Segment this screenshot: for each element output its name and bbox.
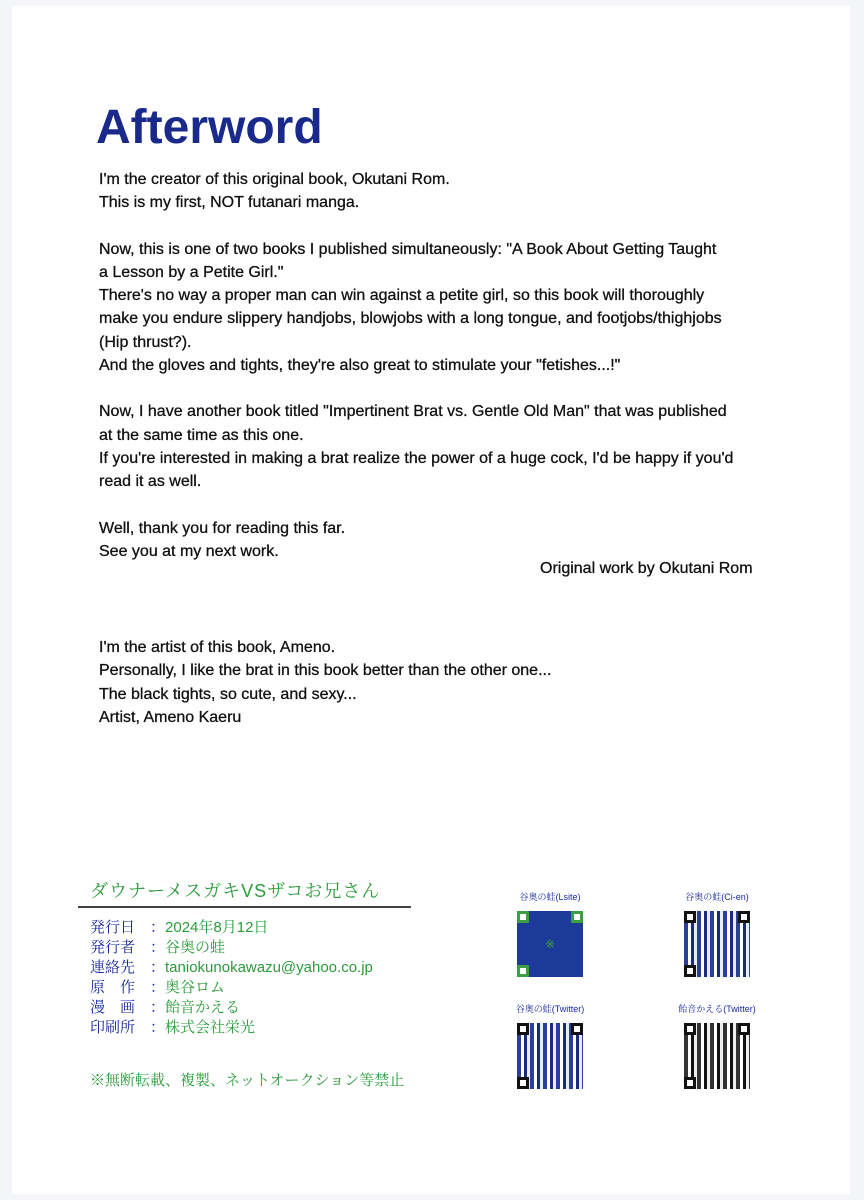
colophon-value: 奥谷ロム (165, 979, 226, 996)
qr-code-icon[interactable] (684, 1023, 750, 1089)
qr-label: 谷奥の蛙(Twitter) (515, 1004, 585, 1014)
creator-signature: Original work by Okutani Rom (540, 560, 753, 577)
text-line: If you're interested in making a brat realize the power of a huge cock, I'd be happy if you'd (99, 449, 734, 467)
creator-message (99, 168, 789, 563)
colophon-row: 印刷所 ： 株式会社栄光 (90, 1019, 256, 1036)
colophon-label: 漫 画 (90, 999, 136, 1016)
colophon-value: 谷奥の蛙 (165, 939, 226, 956)
colophon-label: 連絡先 (90, 959, 136, 976)
text-line: Now, this is one of two books I published simultaneously: "A Book About Getting Taught (99, 240, 717, 258)
qr-label: 谷奥の蛙(Ci-en) (685, 892, 749, 902)
divider (78, 906, 411, 908)
text-line: And the gloves and tights, they're also great to stimulate your "fetishes...!" (99, 357, 621, 375)
colophon-row: 連絡先 ： taniokunokawazu@yahoo.co.jp (90, 959, 373, 976)
qr-code-icon[interactable] (517, 1023, 583, 1089)
page-title: Afterword (96, 101, 323, 154)
colophon-row: 原 作 ： 奥谷ロム (90, 979, 226, 996)
colophon-row: 漫 画 ： 飴音かえる (90, 999, 241, 1016)
text-line: a Lesson by a Petite Girl." (99, 263, 284, 281)
colophon-label: 原 作 (90, 979, 136, 996)
contact-email[interactable]: taniokunokawazu@yahoo.co.jp (165, 959, 373, 976)
text-line: read it as well. (99, 473, 202, 491)
colophon-label: 発行日 (90, 919, 136, 936)
colophon (90, 918, 373, 1038)
qr-code-icon[interactable] (684, 911, 750, 977)
text-line: (Hip thrust?). (99, 333, 192, 351)
artist-message (99, 636, 551, 729)
colophon-value: 飴音かえる (165, 999, 241, 1016)
text-line: make you endure slippery handjobs, blowjobs with a long tongue, and footjobs/thighjobs (99, 310, 722, 328)
text-line: I'm the creator of this original book, Okutani Rom. (99, 171, 450, 188)
copyright-notice: ※無断転載、複製、ネットオークション等禁止 (90, 1072, 405, 1089)
text-line: at the same time as this one. (99, 426, 304, 444)
colophon-label: 印刷所 (90, 1019, 136, 1036)
colophon-value: 2024年8月12日 (165, 919, 269, 936)
qr-block-twitter (497, 1002, 603, 1089)
qr-label: 飴音かえる(Twitter) (678, 1004, 756, 1014)
text-line: See you at my next work. (99, 542, 279, 560)
qr-block-site (500, 890, 600, 977)
text-line: The black tights, so cute, and sexy... (99, 685, 357, 703)
qr-block-artist-twitter (657, 1002, 777, 1089)
qr-code-icon[interactable]: ※ (517, 911, 583, 977)
text-line: I'm the artist of this book, Ameno. (99, 639, 336, 656)
qr-block-cien (667, 890, 767, 977)
colophon-book-title: ダウナーメスガキVSザコお兄さん (90, 881, 381, 901)
text-line: This is my first, NOT futanari manga. (99, 194, 360, 212)
colophon-value: 株式会社栄光 (165, 1019, 256, 1036)
text-line: Well, thank you for reading this far. (99, 519, 346, 537)
qr-label: 谷奥の蛙(Lsite) (519, 892, 581, 902)
colophon-label: 発行者 (90, 939, 136, 956)
text-line: Personally, I like the brat in this book better than the other one... (99, 662, 552, 680)
text-line: There's no way a proper man can win against a petite girl, so this book will thoroughly (99, 287, 705, 305)
text-line: Artist, Ameno Kaeru (99, 708, 242, 726)
colophon-row: 発行者 ： 谷奥の蛙 (90, 939, 226, 956)
text-line: Now, I have another book titled "Impertinent Brat vs. Gentle Old Man" that was published (99, 403, 727, 421)
colophon-row: 発行日 ： 2024年8月12日 (90, 919, 269, 936)
